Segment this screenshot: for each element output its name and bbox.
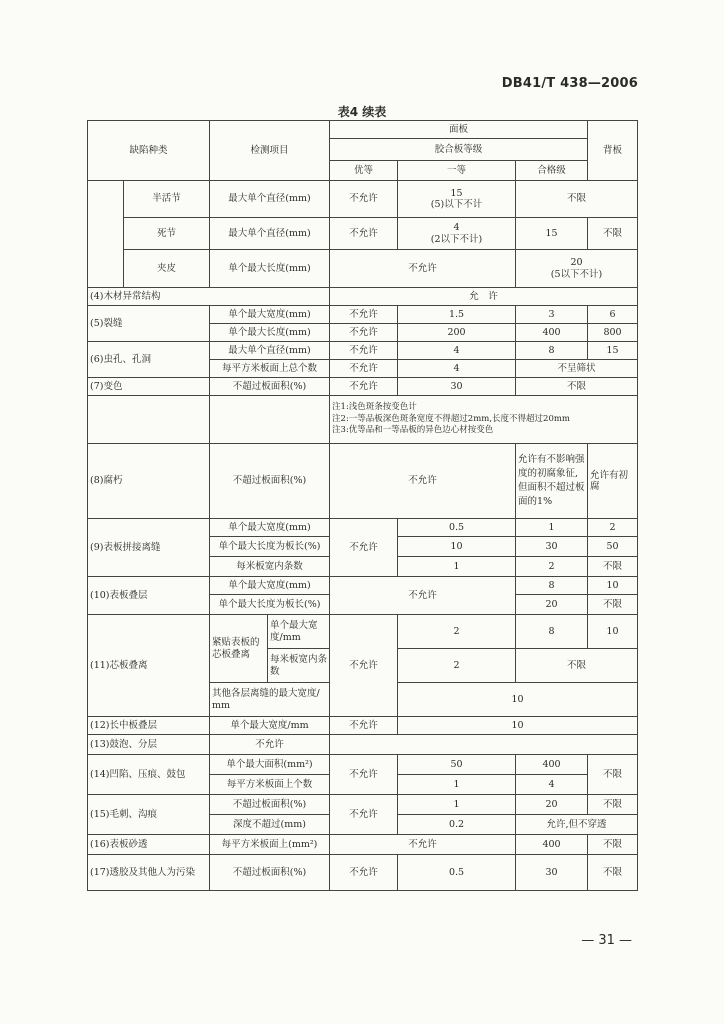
notes-empty-defect (88, 396, 210, 444)
row5a-excellent: 不允许 (330, 306, 398, 324)
row3-defect: 夹皮 (124, 250, 210, 288)
header-defect-type: 缺陷种类 (88, 121, 210, 181)
row13-defect: (13)鼓泡、分层 (88, 735, 210, 755)
header-plywood-grade: 胶合板等级 (330, 139, 588, 161)
row7-qualified-back: 不限 (516, 378, 638, 396)
row11-defect: (11)芯板叠离 (88, 615, 210, 717)
header-grade-qualified: 合格级 (516, 161, 588, 181)
row15a-back: 不限 (588, 795, 638, 815)
notes-cell (330, 396, 638, 444)
row6-defect: (6)虫孔、孔洞 (88, 342, 210, 378)
row1-qualified-back: 不限 (516, 181, 638, 218)
row8-qualified: 允许有不影响强度的初腐象征,但面积不超过板面的1% (516, 444, 588, 519)
row9a-qualified: 1 (516, 519, 588, 537)
row3-qualified-back: 20 (5以下不计) (516, 250, 638, 288)
row11-excellent: 不允许 (330, 615, 398, 717)
row14a-first: 50 (398, 755, 516, 775)
row13-value: 不允许 (210, 735, 330, 755)
row9c-qualified: 2 (516, 557, 588, 577)
row15b-qualified-back: 允许,但不穿透 (516, 815, 638, 835)
row9a-back: 2 (588, 519, 638, 537)
row9b-qualified: 30 (516, 537, 588, 557)
row9b-item: 单个最大长度为板长(%) (210, 537, 330, 557)
row15a-first: 1 (398, 795, 516, 815)
row12-defect: (12)长中板叠层 (88, 717, 210, 735)
row2-defect: 死节 (124, 218, 210, 250)
row3-excellent-first: 不允许 (330, 250, 516, 288)
row5b-qualified: 400 (516, 324, 588, 342)
row9c-first: 1 (398, 557, 516, 577)
row10-excellent-first: 不允许 (330, 577, 516, 615)
row5b-first: 200 (398, 324, 516, 342)
row17-back: 不限 (588, 855, 638, 891)
row14b-item: 每平方米板面上个数 (210, 775, 330, 795)
note-2: 注2:一等品板深色斑条宽度不得超过2mm,长度不得超过20mm (332, 413, 570, 424)
row1-defect: 半活节 (124, 181, 210, 218)
row14a-item: 单个最大面积(mm²) (210, 755, 330, 775)
row5b-item: 单个最大长度(mm) (210, 324, 330, 342)
header-grade-excellent: 优等 (330, 161, 398, 181)
row6a-back: 15 (588, 342, 638, 360)
row14b-first: 1 (398, 775, 516, 795)
row8-item: 不超过板面积(%) (210, 444, 330, 519)
row6a-first: 4 (398, 342, 516, 360)
row5a-back: 6 (588, 306, 638, 324)
row9-excellent: 不允许 (330, 519, 398, 577)
row10b-back: 不限 (588, 595, 638, 615)
row6b-first: 4 (398, 360, 516, 378)
row14-excellent: 不允许 (330, 755, 398, 795)
header-back-panel: 背板 (588, 121, 638, 181)
row2-back: 不限 (588, 218, 638, 250)
row2-first: 4 (2以下不计) (398, 218, 516, 250)
row9c-back: 不限 (588, 557, 638, 577)
header-grade-first: 一等 (398, 161, 516, 181)
row11a-qualified: 8 (516, 615, 588, 649)
row10a-item: 单个最大宽度(mm) (210, 577, 330, 595)
row14a-qualified: 400 (516, 755, 588, 775)
knot-group-cell (88, 181, 124, 288)
row17-qualified: 30 (516, 855, 588, 891)
row6a-excellent: 不允许 (330, 342, 398, 360)
row2-qualified: 15 (516, 218, 588, 250)
row16-defect: (16)表板砂透 (88, 835, 210, 855)
row14b-qualified: 4 (516, 775, 588, 795)
row17-defect: (17)透胶及其他人为污染 (88, 855, 210, 891)
row7-first: 30 (398, 378, 516, 396)
row9a-item: 单个最大宽度(mm) (210, 519, 330, 537)
row9a-first: 0.5 (398, 519, 516, 537)
row11a-first: 2 (398, 615, 516, 649)
row2-item: 最大单个直径(mm) (210, 218, 330, 250)
row9b-back: 50 (588, 537, 638, 557)
row16-excellent-first: 不允许 (330, 835, 516, 855)
row10-defect: (10)表板叠层 (88, 577, 210, 615)
row16-item: 每平方米板面上(mm²) (210, 835, 330, 855)
header-face-panel: 面板 (330, 121, 588, 139)
row5a-item: 单个最大宽度(mm) (210, 306, 330, 324)
row16-qualified: 400 (516, 835, 588, 855)
row9b-first: 10 (398, 537, 516, 557)
row5a-first: 1.5 (398, 306, 516, 324)
row8-defect: (8)腐朽 (88, 444, 210, 519)
row3-item: 单个最大长度(mm) (210, 250, 330, 288)
row10b-item: 单个最大长度为板长(%) (210, 595, 330, 615)
row17-item: 不超过板面积(%) (210, 855, 330, 891)
row11c-value: 10 (398, 683, 638, 717)
row12-excellent: 不允许 (330, 717, 398, 735)
row15-excellent: 不允许 (330, 795, 398, 835)
row11b-item: 每米板宽内条数 (268, 649, 330, 683)
table-caption: 表4 续表 (337, 105, 387, 119)
row10b-qualified: 20 (516, 595, 588, 615)
page-number: — 31 — (581, 933, 632, 948)
row14-back: 不限 (588, 755, 638, 795)
row12-item: 单个最大宽度/mm (210, 717, 330, 735)
row1-item: 最大单个直径(mm) (210, 181, 330, 218)
row1-first: 15 (5)以下不计 (398, 181, 516, 218)
row10a-qualified: 8 (516, 577, 588, 595)
row15b-item: 深度不超过(mm) (210, 815, 330, 835)
row11a-item: 单个最大宽度/mm (268, 615, 330, 649)
row17-excellent: 不允许 (330, 855, 398, 891)
defect-table (87, 120, 638, 891)
row11a-back: 10 (588, 615, 638, 649)
header-inspection-item: 检测项目 (210, 121, 330, 181)
row7-item: 不超过板面积(%) (210, 378, 330, 396)
row5-defect: (5)裂缝 (88, 306, 210, 342)
row11c-item: 其他各层离缝的最大宽度/mm (210, 683, 330, 717)
row4-defect: (4)木材异常结构 (88, 288, 330, 306)
row7-excellent: 不允许 (330, 378, 398, 396)
note-1: 注1:浅色斑条按变色计 (332, 402, 417, 413)
row15-defect: (15)毛刺、沟痕 (88, 795, 210, 835)
row11-sub-group: 紧贴表板的芯板叠离 (210, 615, 268, 683)
row11b-qualified-back: 不限 (516, 649, 638, 683)
row5b-excellent: 不允许 (330, 324, 398, 342)
row10a-back: 10 (588, 577, 638, 595)
row8-excellent-first: 不允许 (330, 444, 516, 519)
standard-number: DB41/T 438—2006 (501, 76, 638, 91)
row15b-first: 0.2 (398, 815, 516, 835)
row6a-qualified: 8 (516, 342, 588, 360)
row5a-qualified: 3 (516, 306, 588, 324)
row4-value: 允 许 (330, 288, 638, 306)
row14-defect: (14)凹陷、压痕、鼓包 (88, 755, 210, 795)
row2-excellent: 不允许 (330, 218, 398, 250)
row13-empty (330, 735, 638, 755)
row7-defect: (7)变色 (88, 378, 210, 396)
row1-excellent: 不允许 (330, 181, 398, 218)
row6b-excellent: 不允许 (330, 360, 398, 378)
row15a-item: 不超过板面积(%) (210, 795, 330, 815)
row8-back: 允许有初腐 (588, 444, 638, 519)
row11b-first: 2 (398, 649, 516, 683)
notes-empty-item (210, 396, 330, 444)
row12-value: 10 (398, 717, 638, 735)
row17-first: 0.5 (398, 855, 516, 891)
row15a-qualified: 20 (516, 795, 588, 815)
row6b-qualified-back: 不呈筛状 (516, 360, 638, 378)
row5b-back: 800 (588, 324, 638, 342)
row6b-item: 每平方米板面上总个数 (210, 360, 330, 378)
row16-back: 不限 (588, 835, 638, 855)
row6a-item: 最大单个直径(mm) (210, 342, 330, 360)
note-3: 注3:优等品和一等品板的异色边心材按变色 (332, 425, 494, 436)
row9c-item: 每米板宽内条数 (210, 557, 330, 577)
row9-defect: (9)表板拼接离缝 (88, 519, 210, 577)
